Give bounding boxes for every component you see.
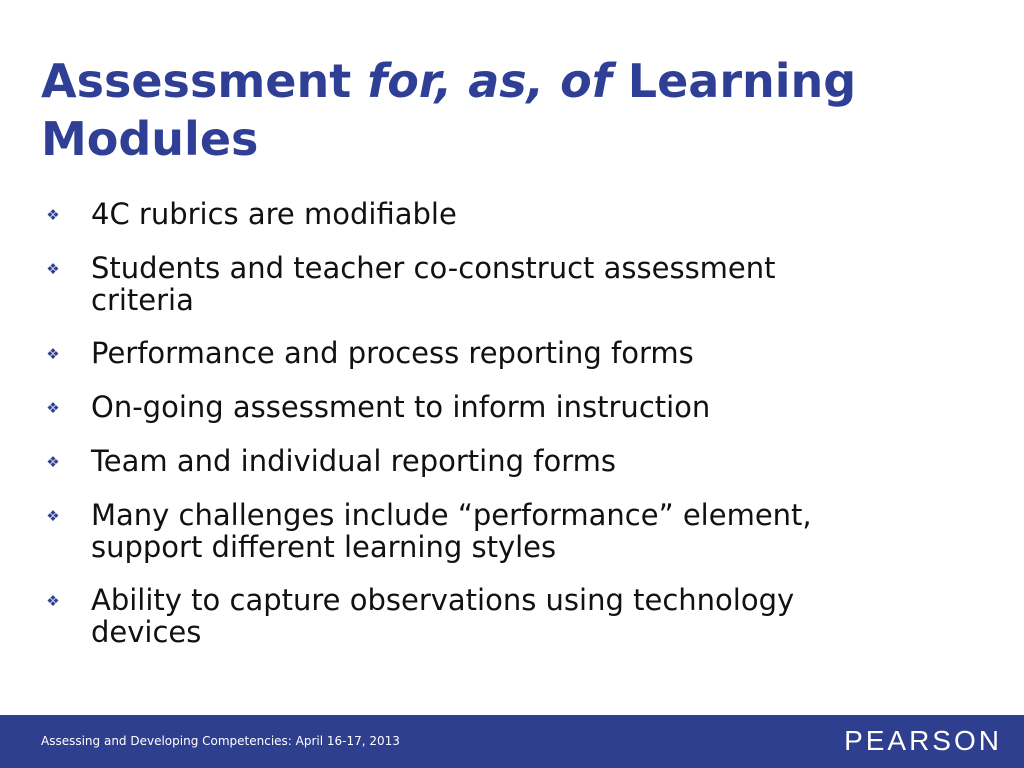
title-part-learning: Learning — [611, 54, 857, 108]
title-part-assessment: Assessment — [41, 54, 368, 108]
diamond-bullet-icon: ❖ — [46, 345, 60, 363]
title-part-modules: Modules — [41, 112, 259, 166]
footer-bar — [0, 715, 1024, 768]
bullet-text: Ability to capture observations using technology — [91, 583, 795, 617]
bullet-text-continued: devices — [91, 615, 202, 649]
diamond-bullet-icon: ❖ — [46, 453, 60, 471]
bullet-text: Performance and process reporting forms — [91, 336, 694, 370]
bullet-text-continued: criteria — [91, 283, 194, 317]
bullet-text: Students and teacher co-construct assessment — [91, 251, 776, 285]
pearson-logo: PEARSON — [844, 725, 1002, 756]
diamond-bullet-icon: ❖ — [46, 260, 60, 278]
diamond-bullet-icon: ❖ — [46, 206, 60, 224]
diamond-bullet-icon: ❖ — [46, 399, 60, 417]
title-part-for-as-of: for, as, of — [367, 54, 612, 108]
bullet-text: On-going assessment to inform instruction — [91, 390, 711, 424]
bullet-text-continued: support different learning styles — [91, 530, 557, 564]
bullet-text: Team and individual reporting forms — [91, 444, 616, 478]
footer-text: Assessing and Developing Competencies: April 16-17, 2013 — [41, 734, 400, 748]
diamond-bullet-icon: ❖ — [46, 592, 60, 610]
diamond-bullet-icon: ❖ — [46, 507, 60, 525]
bullet-text: Many challenges include “performance” element, — [91, 498, 812, 532]
bullet-text: 4C rubrics are modifiable — [91, 197, 457, 231]
